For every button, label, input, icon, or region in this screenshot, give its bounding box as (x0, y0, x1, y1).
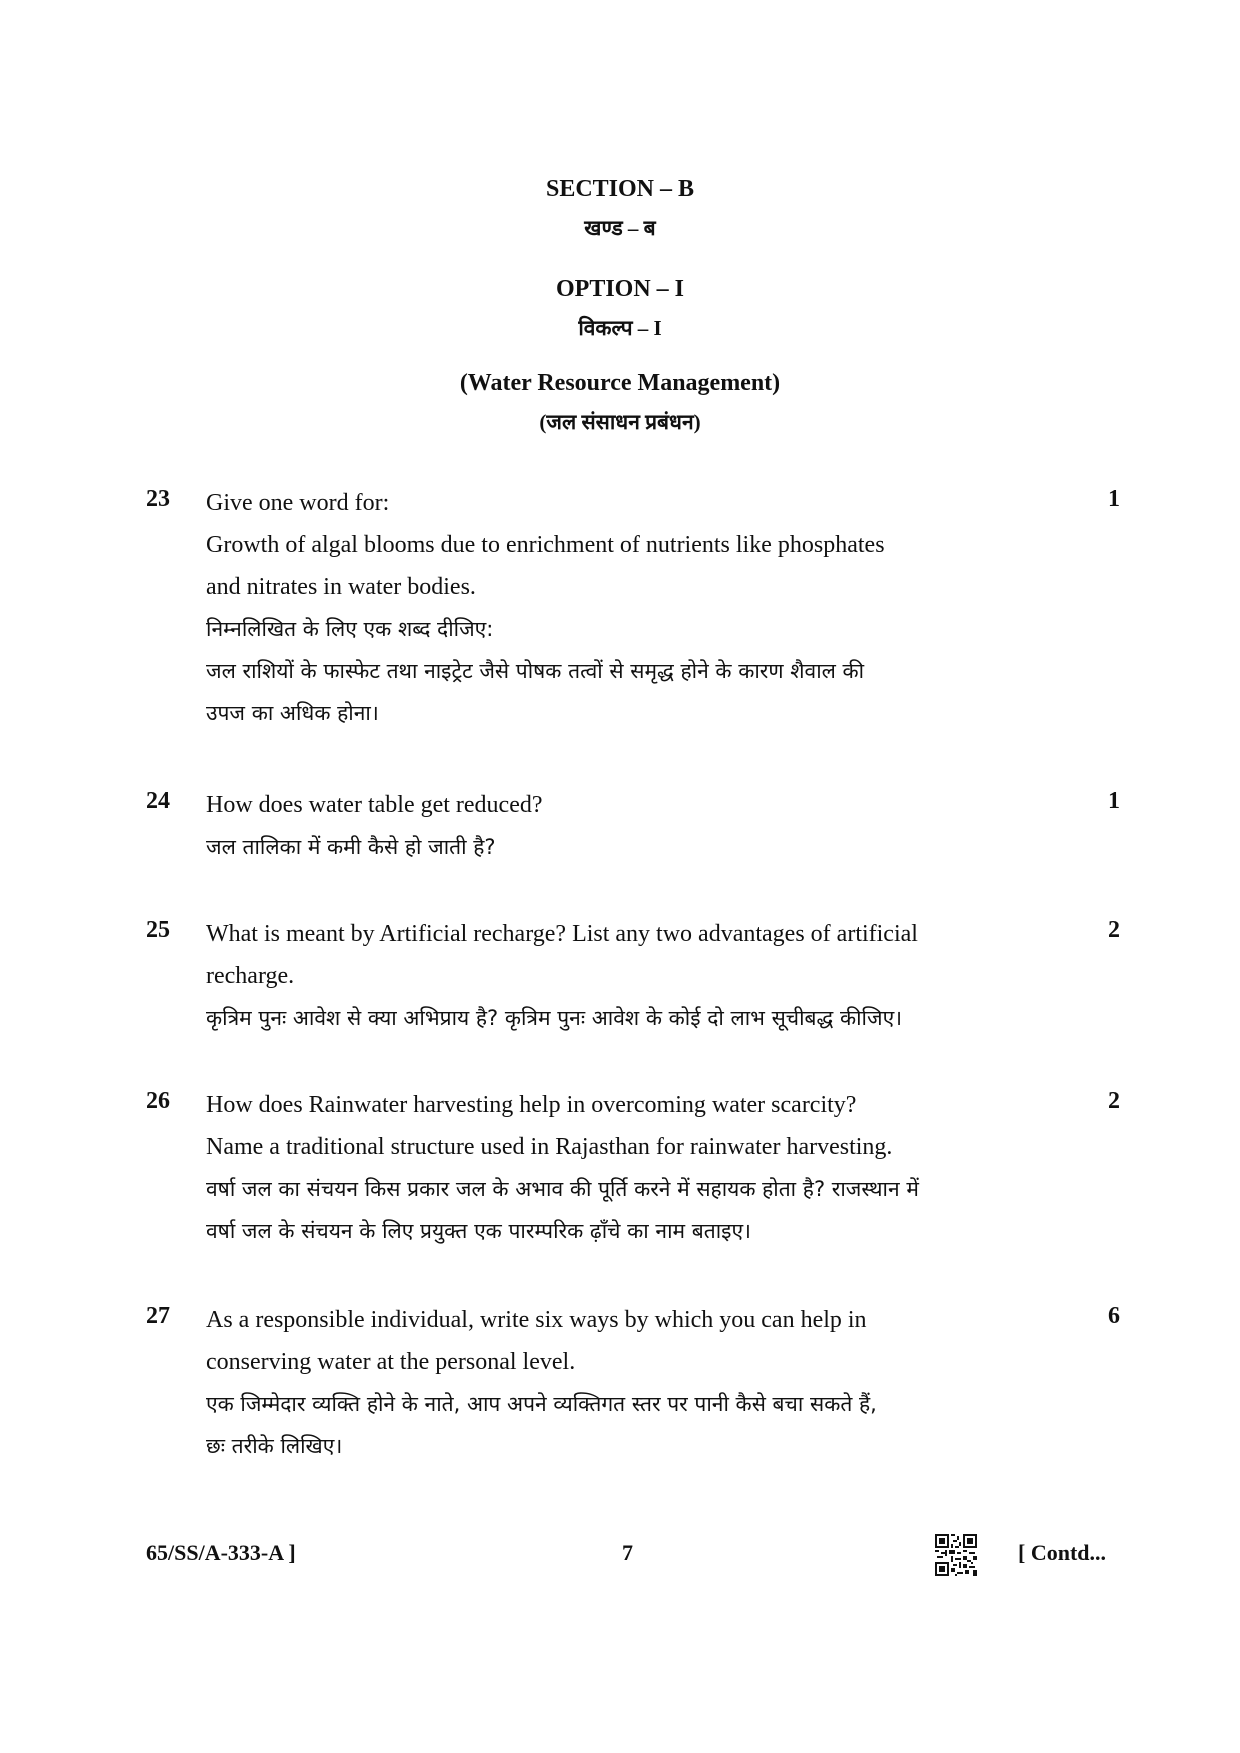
question-text-hi: उपज का अधिक होना। (206, 701, 379, 725)
question-text-hi: कृत्रिम पुनः आवेश से क्या अभिप्राय है? कृत्रिम पुनः आवेश के कोई दो लाभ सूचीबद्ध कीजिए। (206, 1006, 903, 1030)
question-text-en: Name a traditional structure used in Rajasthan for rainwater harvesting. (206, 1134, 893, 1160)
question-marks: 2 (1108, 917, 1120, 943)
qr-code-icon (935, 1534, 977, 1576)
question-number: 23 (146, 486, 170, 512)
question-text-hi: निम्नलिखित के लिए एक शब्द दीजिए: (206, 617, 494, 641)
question-text-hi: छः तरीके लिखिए। (206, 1434, 343, 1458)
section-heading-hi: खण्ड – ब (584, 216, 656, 240)
question-text-hi: एक जिम्मेदार व्यक्ति होने के नाते, आप अपने व्यक्तिगत स्तर पर पानी कैसे बचा सकते हैं, (206, 1392, 877, 1416)
question-text-hi: जल राशियों के फास्फेट तथा नाइट्रेट जैसे पोषक तत्वों से समृद्ध होने के कारण शैवाल की (206, 659, 865, 683)
page-footer (0, 1540, 1240, 1580)
option-heading-hi: विकल्प – I (578, 316, 662, 340)
question-text-en: and nitrates in water bodies. (206, 574, 476, 600)
question-marks: 2 (1108, 1088, 1120, 1114)
question-marks: 1 (1108, 486, 1120, 512)
question-number: 27 (146, 1303, 170, 1329)
question-text-hi: जल तालिका में कमी कैसे हो जाती है? (206, 835, 496, 859)
question-text (206, 1084, 1086, 1252)
topic-heading-hi: (जल संसाधन प्रबंधन) (539, 410, 701, 434)
question-number: 25 (146, 917, 170, 943)
question-text-hi: वर्षा जल के संचयन के लिए प्रयुक्त एक पारम्परिक ढ़ाँचे का नाम बताइए। (206, 1219, 752, 1243)
question-text (206, 784, 1086, 868)
question-text (206, 1299, 1086, 1467)
question-text-en: How does Rainwater harvesting help in overcoming water scarcity? (206, 1092, 857, 1118)
question-text-en: recharge. (206, 963, 295, 989)
question-marks: 6 (1108, 1303, 1120, 1329)
question-text-en: Growth of algal blooms due to enrichment of nutrients like phosphates (206, 532, 885, 558)
question-number: 24 (146, 788, 170, 814)
question-text-en: Give one word for: (206, 490, 390, 516)
paper-code: 65/SS/A-333-A ] (146, 1540, 296, 1565)
question-text (206, 482, 1086, 734)
question-text-en: As a responsible individual, write six ways by which you can help in (206, 1307, 867, 1333)
question-text-hi: वर्षा जल का संचयन किस प्रकार जल के अभाव की पूर्ति करने में सहायक होता है? राजस्थान में (206, 1177, 919, 1201)
section-heading-en: SECTION – B (545, 176, 695, 202)
question-number: 26 (146, 1088, 170, 1114)
question-text-en: conserving water at the personal level. (206, 1349, 576, 1375)
page-number: 7 (622, 1540, 633, 1565)
continued-label: [ Contd... (1018, 1540, 1107, 1565)
question-text-en: How does water table get reduced? (206, 792, 543, 818)
option-heading-en: OPTION – I (555, 276, 684, 302)
question-text-en: What is meant by Artificial recharge? List any two advantages of artificial (206, 921, 918, 947)
question-text (206, 913, 1086, 1039)
question-marks: 1 (1108, 788, 1120, 814)
topic-heading-en: (Water Resource Management) (459, 370, 781, 396)
